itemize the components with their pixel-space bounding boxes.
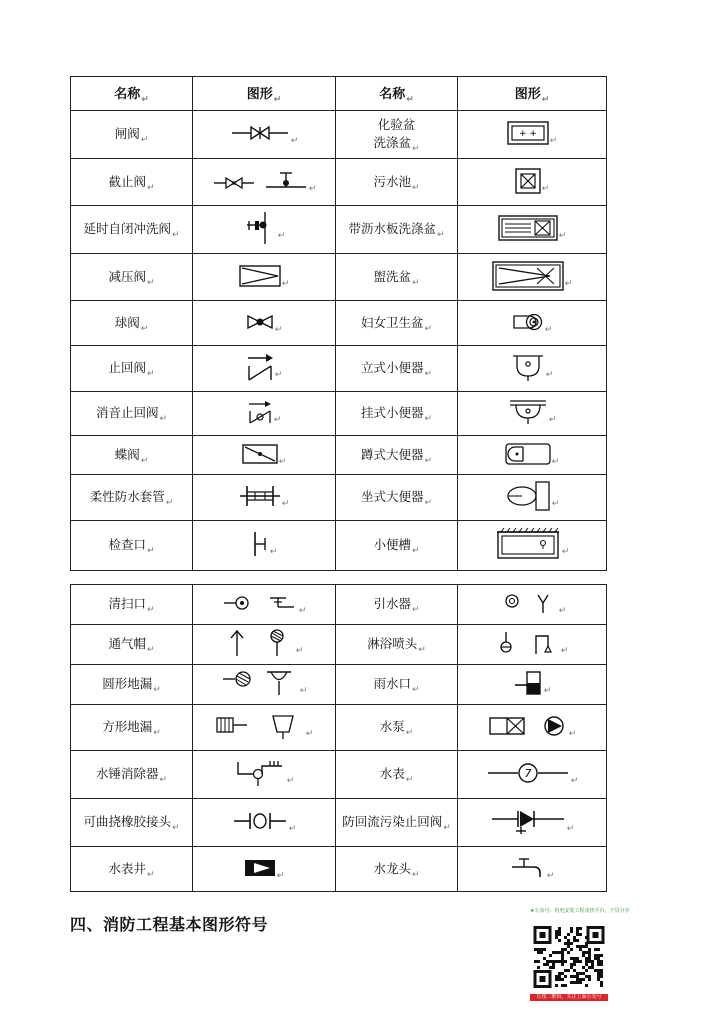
qr-caption-bottom: 长按二维码，关注上面公众号 [530,994,608,1001]
symbol-name: 盥洗盆$_↵$ [336,254,458,301]
symbol-figure: ↵ [458,847,607,892]
section-heading: 四、消防工程基本图形符号 [70,915,269,934]
self-closing-flush-valve-icon [243,211,277,245]
table-row [71,521,607,571]
symbol-name: 清扫口$_↵$ [71,585,193,625]
symbol-figure: ↵ [458,521,607,571]
svg-text:+ +: + + [518,129,537,139]
sewage-pool-icon [515,168,541,194]
symbol-figure: ↵ [193,111,336,159]
symbol-figure: 7 ↵ [458,751,607,799]
symbol-name: 柔性防水套管$_↵$ [71,475,193,521]
header-name-1: 名称$_↵$ [71,77,193,111]
table-row [71,847,607,892]
symbol-name: 闸阀$_↵$ [71,111,193,159]
symbol-figure: ↵ [458,346,607,392]
table-row [71,705,607,751]
symbol-name: 延时自闭冲洗阀$_↵$ [71,206,193,254]
symbol-figure: ↵ [458,254,607,301]
symbol-figure: ↵ [193,346,336,392]
symbol-figure: + + ↵ [458,111,607,159]
symbol-name: 蹲式大便器$_↵$ [336,436,458,475]
table-row [71,392,607,436]
symbol-figure: ↵ [458,665,607,705]
drainboard-sink-icon [498,215,558,241]
symbol-name: 截止阀$_↵$ [71,159,193,206]
symbol-figure: ↵ [193,475,336,521]
backflow-preventer-icon [490,806,566,836]
symbol-figure: ↵ [193,206,336,254]
vent-cap-icon [225,628,295,658]
table-row [71,475,607,521]
symbol-figure: ↵ [193,625,336,665]
table-row [71,301,607,346]
symbol-figure: ↵ [193,521,336,571]
water-diverter-icon [498,592,558,614]
symbol-figure: ↵ [193,751,336,799]
qr-code-icon[interactable] [530,924,608,990]
symbol-figure: ↵ [458,625,607,665]
symbol-name: 检查口$_↵$ [71,521,193,571]
symbol-name: 妇女卫生盆$_↵$ [336,301,458,346]
symbol-figure: ↵ [458,799,607,847]
symbol-table-2 [70,584,607,892]
symbol-figure: ↵ [193,436,336,475]
table-row [71,585,607,625]
square-floor-drain-icon [215,712,305,740]
table-row [71,254,607,301]
symbol-name: 污水池$_↵$ [336,159,458,206]
symbol-figure: ↵ [458,159,607,206]
urinal-trough-icon [495,527,561,561]
table-header-row [71,77,607,111]
flexible-sleeve-icon [239,483,281,509]
symbol-name: 通气帽$_↵$ [71,625,193,665]
bidet-icon [512,313,544,331]
table-row [71,751,607,799]
symbol-name: 水龙头$_↵$ [336,847,458,892]
wash-basin-icon [492,261,564,291]
symbol-name: 水锤消除器$_↵$ [71,751,193,799]
symbol-figure: ↵ [458,206,607,254]
table-row [71,346,607,392]
table-row [71,111,607,159]
symbol-table-1 [70,76,607,571]
inspection-port-icon [251,530,269,558]
table-row [71,159,607,206]
squat-toilet-icon [505,443,551,465]
silent-check-valve-icon [247,399,273,425]
symbol-name: 球阀$_↵$ [71,301,193,346]
pressure-reducing-valve-icon [239,265,281,287]
symbol-name: 引水器$_↵$ [336,585,458,625]
symbol-figure: ↵ [193,585,336,625]
symbol-figure: ↵ [193,392,336,436]
water-hammer-arrester-icon [234,758,286,788]
symbol-name: 水表$_↵$ [336,751,458,799]
rubber-joint-icon [232,810,288,832]
symbol-name: 蝶阀$_↵$ [71,436,193,475]
symbol-figure: ↵ [458,475,607,521]
cleanout-icon [222,593,298,613]
qr-promo [530,908,630,1000]
meter-well-icon [244,858,276,878]
header-figure-2: 图形$_↵$ [458,77,607,111]
table-row [71,665,607,705]
symbol-name: 水表井$_↵$ [71,847,193,892]
table-row [71,206,607,254]
header-name-2: 名称$_↵$ [336,77,458,111]
qr-caption-top: ★公众号：机电安装工程众热平台，干货分享 [530,908,630,914]
standing-urinal-icon [511,352,545,382]
symbol-name: 消音止回阀$_↵$ [71,392,193,436]
globe-valve-icon [212,170,308,192]
symbol-name: 可曲挠橡胶接头$_↵$ [71,799,193,847]
symbol-figure: ↵ [458,585,607,625]
gate-valve-icon [230,125,290,141]
symbol-figure: ↵ [458,301,607,346]
check-valve-icon [246,352,274,382]
symbol-figure: ↵ [193,847,336,892]
symbol-name: 止回阀$_↵$ [71,346,193,392]
symbol-figure: ↵ [458,436,607,475]
header-figure-1: 图形$_↵$ [193,77,336,111]
symbol-name: 化验盆 洗涤盆$_↵$ [336,111,458,159]
symbol-figure: ↵ [193,799,336,847]
faucet-icon [510,855,546,881]
symbol-figure: ↵ [193,665,336,705]
water-pump-icon [488,714,568,738]
symbol-name: 雨水口$_↵$ [336,665,458,705]
symbol-figure: ↵ [193,159,336,206]
symbol-figure: ↵ [458,705,607,751]
lab-sink-icon [507,121,549,145]
ball-valve-icon [246,314,274,330]
round-floor-drain-icon [221,669,299,697]
table-row [71,625,607,665]
symbol-name: 方形地漏$_↵$ [71,705,193,751]
symbol-name: 减压阀$_↵$ [71,254,193,301]
symbol-name: 立式小便器$_↵$ [336,346,458,392]
symbol-figure: ↵ [193,254,336,301]
symbol-name: 淋浴喷头$_↵$ [336,625,458,665]
svg-text:7: 7 [524,767,532,780]
symbol-figure: ↵ [458,392,607,436]
water-meter-icon [486,762,570,784]
symbol-name: 防回流污染止回阀$_↵$ [336,799,458,847]
butterfly-valve-icon [242,444,278,464]
symbol-name: 坐式大便器$_↵$ [336,475,458,521]
shower-head-icon [496,630,560,656]
table-row [71,799,607,847]
wall-urinal-icon [508,398,548,426]
symbol-name: 挂式小便器$_↵$ [336,392,458,436]
rainwater-inlet-icon [513,670,543,696]
seated-toilet-icon [505,480,551,512]
symbol-name: 水泵$_↵$ [336,705,458,751]
symbol-name: 小便槽$_↵$ [336,521,458,571]
symbol-figure: ↵ [193,301,336,346]
symbol-name: 圆形地漏$_↵$ [71,665,193,705]
symbol-name: 带沥水板洗涤盆$_↵$ [336,206,458,254]
symbol-figure: ↵ [193,705,336,751]
table-row [71,436,607,475]
